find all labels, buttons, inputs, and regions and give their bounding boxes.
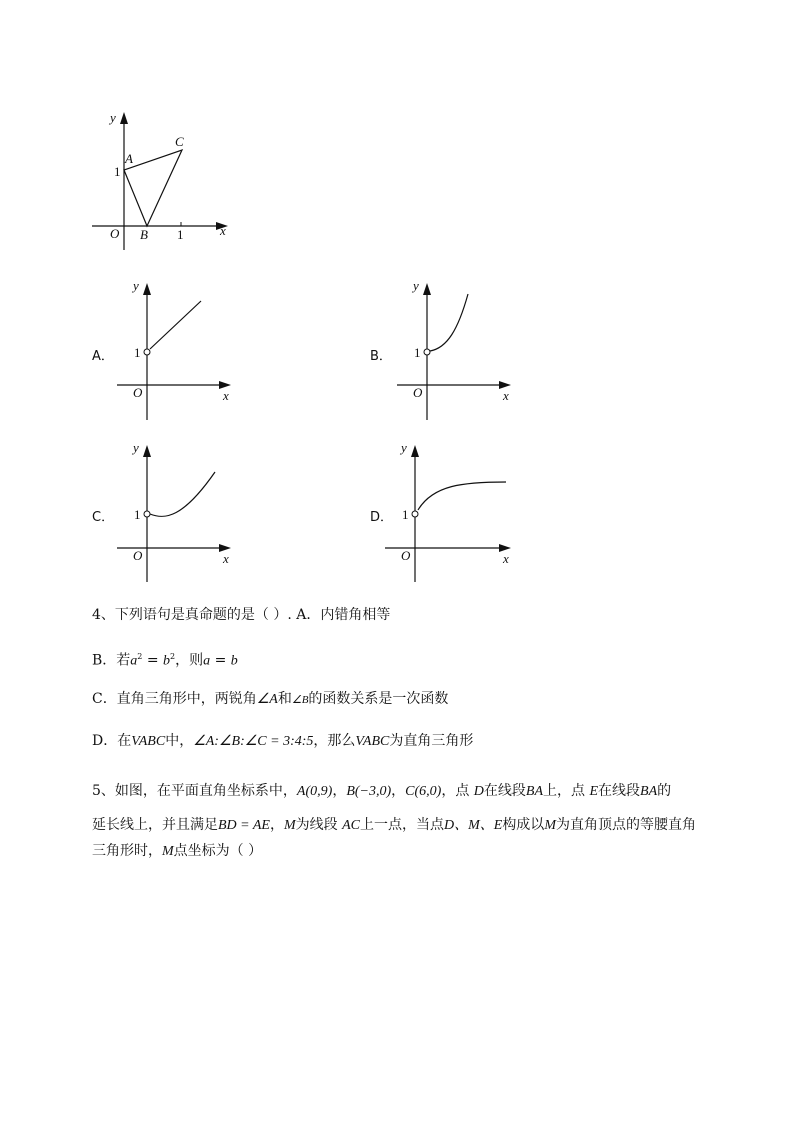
y-label: y xyxy=(110,110,116,125)
open-point xyxy=(144,511,150,517)
origin-label: O xyxy=(110,226,120,241)
open-point xyxy=(412,511,418,517)
open-point xyxy=(144,349,150,355)
x-label: x xyxy=(220,223,226,238)
graph-option-c xyxy=(115,440,240,585)
origin-label: O xyxy=(133,385,143,400)
point-c-label: C xyxy=(175,134,184,149)
y-arrow-icon xyxy=(143,283,151,295)
q4-option-b: B．若$a^2 = b^2$，则a = b xyxy=(92,652,238,669)
x-label: x xyxy=(223,388,229,403)
q5-line-3: 三角形时，M点坐标为（ ） xyxy=(92,843,263,859)
x-label: x xyxy=(503,388,509,403)
y-label: y xyxy=(133,440,139,455)
x-label: x xyxy=(223,551,229,566)
graph-option-d xyxy=(383,440,523,585)
curve-a xyxy=(150,301,201,349)
triangle-figure xyxy=(90,108,240,258)
graph-option-a xyxy=(115,278,240,423)
y-arrow-icon xyxy=(411,445,419,457)
point-a-label: A xyxy=(125,151,133,166)
y-arrow-icon xyxy=(423,283,431,295)
q4-option-d: D．在VABC中，∠A:∠B:∠C = 3:4:5，那么VABC为直角三角形 xyxy=(92,733,474,749)
x-label: x xyxy=(503,551,509,566)
option-a-label: A． xyxy=(92,349,114,364)
y-arrow-icon xyxy=(120,112,128,124)
graph-option-b xyxy=(395,278,520,423)
option-b-label: B． xyxy=(370,349,392,364)
origin-label: O xyxy=(133,548,143,563)
one-label: 1 xyxy=(402,507,409,522)
curve-d xyxy=(418,482,506,510)
y-label: y xyxy=(413,278,419,293)
y-label: y xyxy=(401,440,407,455)
y-label: y xyxy=(133,278,139,293)
one-label: 1 xyxy=(414,345,421,360)
q5-line-1: 5、如图，在平面直角坐标系中，A(0,9)，B(−3,0)，C(6,0)，点 D在线段BA上，点 E在线段BA的 xyxy=(92,783,672,799)
one-label: 1 xyxy=(134,507,141,522)
q5-line-2: 延长线上，并且满足BD = AE，M为线段 AC上一点，当点D、M、E构成以M为直角顶点的等腰直角 xyxy=(92,817,696,833)
option-c-label: C． xyxy=(92,510,115,525)
open-point xyxy=(424,349,430,355)
curve-b xyxy=(430,294,468,351)
tick-x-label: 1 xyxy=(177,227,184,242)
option-d-label: D． xyxy=(370,510,394,525)
origin-label: O xyxy=(401,548,411,563)
curve-c xyxy=(150,472,215,516)
point-b-label: B xyxy=(140,227,148,242)
q4-stem: 4、下列语句是真命题的是（ ）. A．内错角相等 xyxy=(92,607,391,623)
tick-y-label: 1 xyxy=(114,164,121,179)
y-arrow-icon xyxy=(143,445,151,457)
q4-option-c: C．直角三角形中，两锐角∠A和∠B的函数关系是一次函数 xyxy=(92,691,449,707)
one-label: 1 xyxy=(134,345,141,360)
origin-label: O xyxy=(413,385,423,400)
